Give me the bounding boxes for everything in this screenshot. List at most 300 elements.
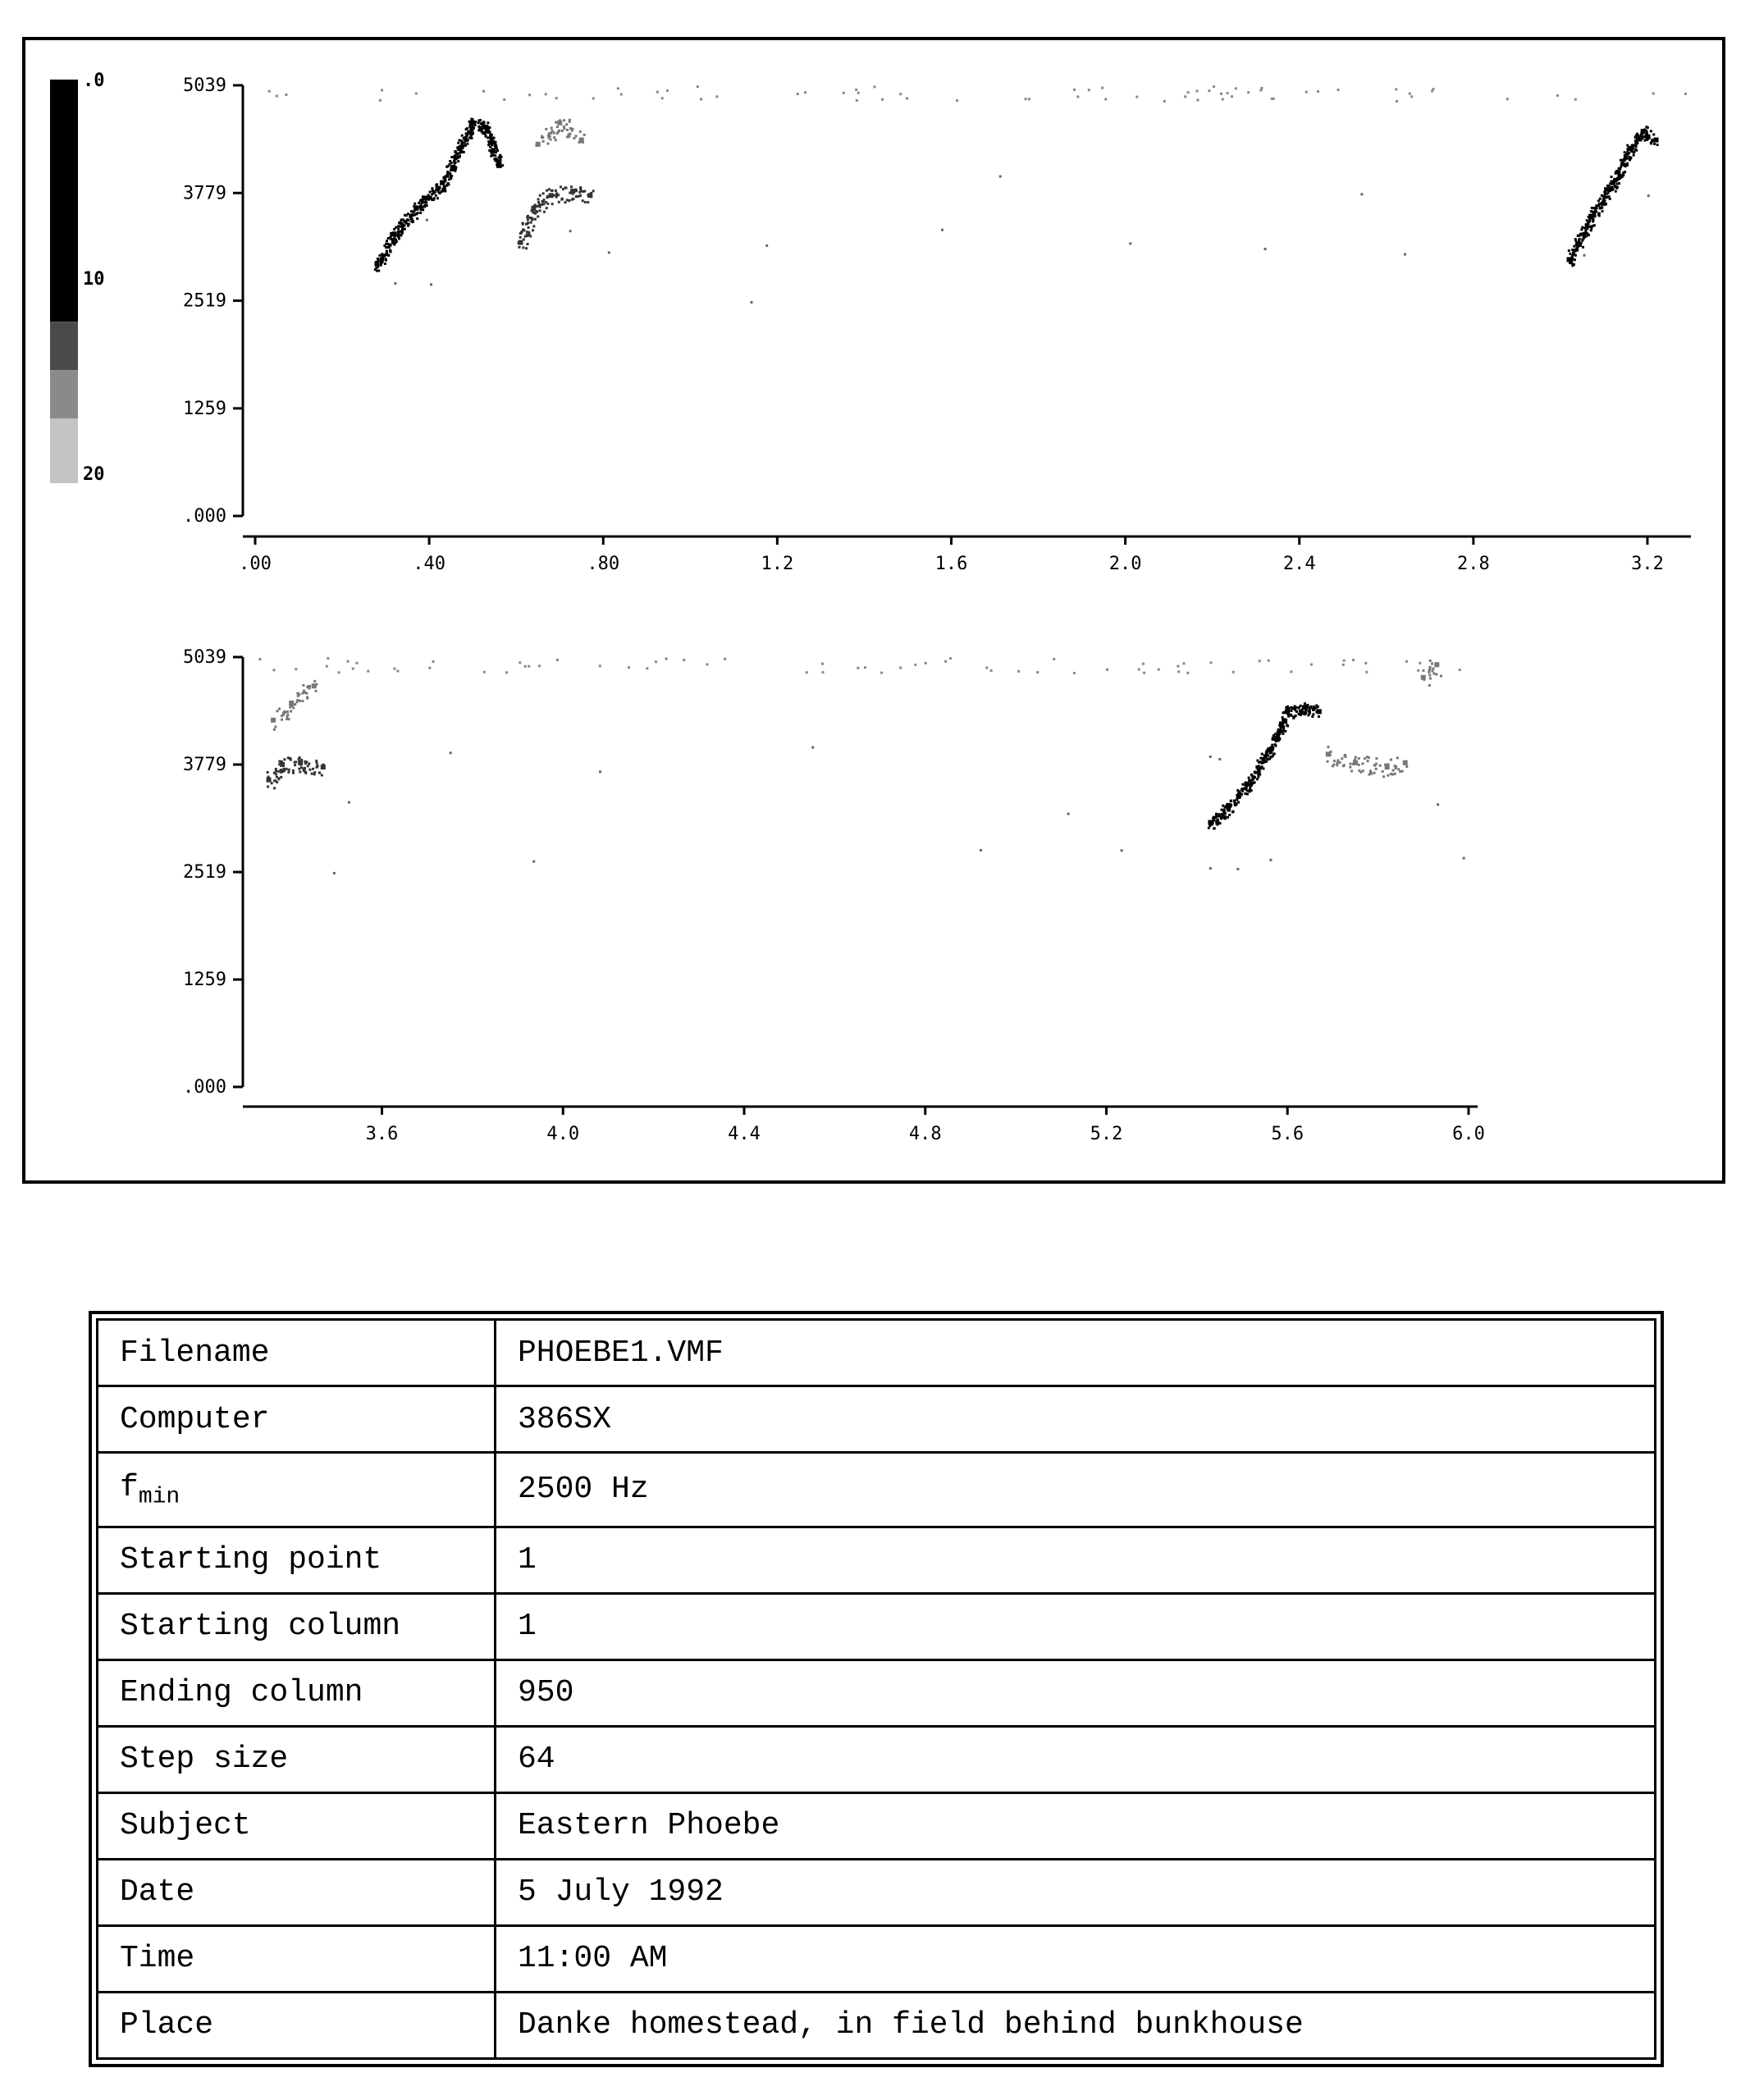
- noise-dot: [1417, 669, 1419, 672]
- trace-point: [1271, 744, 1273, 746]
- trace-point: [1250, 782, 1253, 784]
- trace-point: [1391, 774, 1394, 776]
- trace-point: [1259, 773, 1261, 775]
- trace-point: [555, 121, 557, 124]
- trace-point: [1396, 756, 1399, 759]
- trace-point: [1213, 819, 1215, 821]
- trace-point: [390, 232, 392, 235]
- trace-point: [424, 204, 427, 207]
- trace-point: [1652, 133, 1655, 135]
- trace-point: [1311, 715, 1314, 718]
- trace-point: [464, 142, 466, 144]
- trace-point: [1254, 771, 1257, 774]
- trace-point: [377, 269, 380, 272]
- trace-anchor-top-0-2: [414, 206, 418, 211]
- noise-dot: [1506, 98, 1509, 100]
- trace-point: [1615, 190, 1617, 193]
- x-tick-label-bottom-5: 5.6: [1271, 1124, 1305, 1144]
- trace-point: [1379, 765, 1382, 767]
- trace-point: [1284, 730, 1286, 733]
- trace-point: [1605, 203, 1607, 205]
- x-tick-label-top-7: 2.8: [1456, 554, 1490, 574]
- trace-point: [1336, 764, 1338, 766]
- trace-point: [414, 203, 416, 205]
- trace-point: [1370, 773, 1373, 775]
- trace-point: [1590, 229, 1592, 231]
- trace-point: [551, 127, 553, 130]
- trace-point: [494, 154, 496, 157]
- x-tick-label-bottom-1: 4.0: [546, 1124, 580, 1144]
- trace-point: [1259, 760, 1262, 763]
- noise-dot: [1076, 95, 1079, 98]
- trace-point: [551, 203, 554, 205]
- trace-point: [1233, 799, 1236, 801]
- trace-point: [315, 760, 318, 762]
- noise-dot: [326, 665, 328, 668]
- trace-point: [555, 189, 557, 192]
- trace-point: [1579, 238, 1581, 240]
- trace-point: [1359, 771, 1362, 774]
- trace-point: [532, 225, 535, 227]
- trace-point: [306, 696, 308, 698]
- trace-point: [434, 191, 436, 194]
- trace-point: [299, 700, 301, 702]
- trace-point: [286, 768, 288, 770]
- trace-point: [1599, 198, 1602, 200]
- trace-point: [1394, 765, 1396, 767]
- trace-point: [468, 130, 470, 133]
- info-row: [98, 1320, 1656, 1386]
- trace-point: [459, 139, 461, 142]
- noise-dot: [1142, 663, 1145, 665]
- noise-dot: [393, 668, 395, 670]
- x-tick-label-top-3: 1.2: [761, 554, 794, 574]
- x-tick-label-bottom-4: 5.2: [1090, 1124, 1123, 1144]
- noise-dot: [656, 91, 659, 94]
- trace-point: [1574, 238, 1577, 240]
- info-value: 2500 Hz: [496, 1453, 1656, 1527]
- trace-point: [1244, 792, 1246, 795]
- trace-point: [470, 137, 473, 139]
- noise-dot: [697, 85, 699, 88]
- noise-dot: [925, 662, 927, 664]
- noise-dot: [1437, 803, 1439, 806]
- trace-point: [280, 776, 282, 778]
- trace-point: [1633, 154, 1635, 157]
- noise-dot: [683, 659, 685, 661]
- noise-dot: [806, 671, 808, 673]
- trace-point: [1429, 677, 1432, 679]
- noise-dot: [1290, 670, 1292, 673]
- trace-point: [490, 143, 492, 145]
- trace-point: [466, 127, 468, 130]
- noise-dot: [528, 94, 531, 96]
- trace-bottom-4: [1421, 660, 1442, 687]
- trace-point: [1263, 761, 1265, 764]
- noise-dot: [822, 671, 825, 673]
- noise-dot: [949, 657, 952, 660]
- info-label-text: Date: [120, 1874, 195, 1911]
- noise-dot: [1259, 660, 1261, 662]
- trace-point: [432, 189, 434, 192]
- trace-point: [558, 130, 560, 132]
- trace-point: [398, 236, 400, 239]
- trace-point: [485, 130, 487, 133]
- trace-point: [427, 197, 430, 199]
- noise-dot: [1459, 669, 1461, 671]
- trace-point: [493, 137, 496, 139]
- trace-point: [530, 221, 532, 224]
- trace-anchor-bottom-0-1: [280, 762, 285, 767]
- noise-dot: [1264, 248, 1267, 250]
- noise-dot: [1177, 665, 1179, 668]
- trace-point: [301, 700, 304, 702]
- recording-info-table: [96, 1318, 1656, 2060]
- trace-point: [542, 140, 545, 143]
- legend-segment-3: [50, 418, 78, 483]
- trace-point: [450, 162, 453, 164]
- trace-point: [427, 194, 429, 197]
- trace-point: [549, 135, 551, 138]
- trace-point: [556, 126, 559, 128]
- trace-point: [318, 772, 321, 774]
- noise-dot: [765, 244, 768, 247]
- legend-segment-1: [50, 322, 78, 370]
- trace-point: [386, 253, 388, 256]
- trace-point: [1327, 746, 1329, 748]
- noise-dot: [1088, 89, 1090, 91]
- trace-point: [537, 201, 540, 203]
- trace-anchor-top-2-1: [557, 121, 562, 126]
- trace-point: [407, 219, 409, 221]
- trace-point: [1616, 183, 1619, 185]
- noise-dot: [599, 770, 601, 773]
- trace-point: [1265, 753, 1268, 756]
- trace-point: [455, 152, 458, 154]
- info-value: 5 July 1992: [496, 1859, 1656, 1925]
- trace-point: [568, 135, 570, 138]
- trace-point: [389, 249, 391, 252]
- noise-dot: [538, 664, 541, 667]
- noise-dot: [666, 89, 669, 92]
- noise-dot: [608, 251, 610, 253]
- trace-point: [571, 199, 573, 201]
- noise-dot: [1222, 98, 1224, 101]
- trace-point: [481, 122, 483, 125]
- info-value: 11:00 AM: [496, 1925, 1656, 1992]
- noise-dots-bottom: [258, 657, 1464, 874]
- noise-dot: [1209, 867, 1212, 870]
- trace-point: [415, 212, 418, 215]
- trace-anchor-top-0-6: [483, 125, 488, 130]
- noise-dot: [1360, 193, 1363, 195]
- noise-dot: [1213, 85, 1215, 88]
- trace-point: [302, 684, 304, 687]
- noise-dot: [1143, 672, 1145, 674]
- info-label-text: Place: [120, 2007, 214, 2043]
- trace-point: [520, 231, 523, 234]
- trace-anchor-bottom-0-3: [321, 765, 326, 769]
- trace-point: [1241, 788, 1244, 790]
- trace-point: [286, 715, 289, 718]
- info-label: [98, 1453, 496, 1527]
- trace-point: [1248, 777, 1250, 779]
- trace-point: [422, 208, 424, 211]
- trace-point: [1652, 139, 1654, 142]
- noise-dot: [1463, 857, 1465, 860]
- trace-point: [1256, 778, 1259, 780]
- noise-dot: [1209, 756, 1212, 758]
- trace-point: [488, 126, 491, 129]
- trace-point: [1633, 151, 1635, 153]
- noise-dot: [1187, 91, 1190, 94]
- info-value: 950: [496, 1659, 1656, 1726]
- noise-dot: [556, 659, 559, 661]
- trace-point: [583, 190, 586, 193]
- noise-dot: [724, 658, 726, 660]
- trace-point: [1597, 199, 1600, 202]
- noise-dot: [941, 229, 944, 231]
- noise-dot: [617, 87, 619, 89]
- trace-point: [1606, 188, 1609, 190]
- noise-dot: [1106, 669, 1108, 671]
- noise-dot: [1208, 89, 1210, 92]
- trace-point: [397, 231, 400, 233]
- noise-dot: [700, 98, 702, 100]
- trace-point: [385, 258, 387, 260]
- trace-point: [547, 143, 550, 145]
- info-value: 386SX: [496, 1386, 1656, 1453]
- noise-dot: [1337, 89, 1340, 91]
- trace-point: [1579, 234, 1582, 236]
- trace-point: [446, 171, 449, 174]
- noise-dot: [899, 667, 902, 669]
- trace-point: [453, 160, 455, 162]
- trace-point: [1432, 668, 1434, 670]
- trace-point: [393, 244, 395, 246]
- trace-top-1: [518, 185, 595, 249]
- trace-point: [541, 200, 544, 203]
- trace-point: [321, 774, 323, 776]
- trace-point: [539, 209, 541, 212]
- trace-point: [1569, 253, 1571, 255]
- trace-point: [1291, 714, 1293, 717]
- noise-dot: [1138, 669, 1140, 671]
- trace-anchor-top-3-4: [1641, 129, 1646, 134]
- trace-point: [1222, 805, 1224, 807]
- trace-point: [274, 779, 276, 782]
- trace-point: [1358, 757, 1360, 760]
- trace-point: [1282, 720, 1284, 723]
- noise-dot: [450, 751, 452, 754]
- noise-dot: [655, 660, 657, 663]
- trace-point: [1208, 827, 1210, 829]
- trace-point: [1250, 774, 1253, 776]
- trace-point: [1568, 249, 1570, 252]
- noise-dot: [426, 219, 428, 221]
- trace-point: [583, 134, 586, 136]
- trace-point: [1432, 673, 1435, 675]
- x-tick-label-top-4: 1.6: [934, 554, 968, 574]
- trace-point: [1431, 663, 1433, 665]
- noise-dot: [1210, 661, 1213, 664]
- trace-point: [1390, 759, 1392, 761]
- trace-point: [1297, 707, 1300, 710]
- trace-point: [463, 151, 465, 153]
- trace-point: [541, 135, 543, 138]
- trace-point: [1382, 770, 1384, 773]
- trace-point: [386, 251, 388, 253]
- trace-point: [1375, 757, 1378, 760]
- trace-point: [445, 166, 448, 168]
- trace-point: [407, 223, 409, 226]
- trace-point: [287, 771, 290, 774]
- y-tick-label-top-2: 2519: [183, 290, 226, 312]
- noise-dot: [857, 667, 859, 669]
- trace-point: [1619, 167, 1621, 170]
- info-row: [98, 1859, 1656, 1925]
- trace-point: [412, 214, 414, 217]
- trace-anchor-top-3-2: [1611, 180, 1615, 185]
- trace-point: [579, 188, 582, 190]
- trace-point: [539, 206, 541, 208]
- info-value: PHOEBE1.VMF: [496, 1320, 1656, 1386]
- trace-point: [287, 718, 290, 720]
- noise-dot: [394, 282, 396, 285]
- trace-point: [1349, 766, 1351, 769]
- noise-dot: [1364, 662, 1367, 664]
- noise-dots-top: [268, 85, 1687, 304]
- info-label: [98, 1659, 496, 1726]
- trace-point: [570, 185, 573, 188]
- trace-point: [404, 220, 406, 222]
- trace-point: [295, 760, 297, 763]
- trace-point: [465, 135, 468, 138]
- trace-point: [430, 198, 432, 200]
- trace-point: [1373, 765, 1376, 767]
- noise-dot: [428, 667, 431, 669]
- trace-point: [1236, 797, 1239, 799]
- trace-point: [1618, 178, 1620, 180]
- trace-point: [548, 132, 551, 135]
- trace-point: [283, 768, 286, 770]
- trace-point: [271, 782, 273, 784]
- trace-point: [1645, 126, 1647, 128]
- y-tick-label-bottom-4: 5039: [183, 647, 226, 668]
- noise-dot: [1342, 664, 1345, 666]
- trace-point: [460, 139, 463, 142]
- trace-point: [380, 260, 382, 262]
- trace-point: [435, 194, 437, 197]
- trace-point: [1344, 754, 1346, 756]
- trace-point: [282, 714, 285, 716]
- trace-point: [1245, 787, 1248, 789]
- trace-point: [568, 199, 570, 202]
- trace-point: [569, 119, 571, 121]
- trace-point: [1218, 815, 1221, 817]
- noise-dot: [855, 89, 857, 91]
- trace-point: [1301, 709, 1304, 711]
- trace-point: [1607, 196, 1610, 199]
- legend-segment-2: [50, 370, 78, 418]
- trace-point: [558, 201, 560, 203]
- noise-dot: [503, 98, 505, 101]
- trace-point: [1355, 756, 1357, 759]
- noise-dot: [1343, 660, 1346, 662]
- trace-point: [1634, 139, 1637, 142]
- trace-point: [444, 176, 446, 178]
- trace-point: [308, 762, 310, 765]
- spectrogram-panel-bottom: [183, 647, 1485, 1144]
- trace-point: [431, 187, 433, 189]
- noise-dot: [1405, 660, 1408, 663]
- trace-point: [419, 212, 422, 214]
- trace-point: [276, 776, 278, 778]
- trace-point: [1236, 789, 1239, 792]
- trace-point: [1428, 674, 1431, 677]
- trace-point: [537, 198, 540, 200]
- trace-point: [298, 768, 300, 770]
- trace-point: [1601, 202, 1603, 204]
- trace-anchor-bottom-2-3: [1267, 747, 1272, 752]
- trace-point: [1574, 250, 1576, 253]
- trace-point: [546, 207, 548, 209]
- noise-dot: [1135, 96, 1138, 98]
- trace-point: [454, 155, 456, 158]
- trace-point: [481, 127, 483, 130]
- trace-point: [390, 244, 392, 247]
- trace-point: [393, 236, 395, 239]
- trace-point: [471, 127, 473, 130]
- trace-point: [1261, 765, 1263, 768]
- noise-dot: [750, 301, 752, 304]
- noise-dot: [258, 658, 261, 660]
- trace-point: [317, 765, 319, 767]
- info-label: [98, 1859, 496, 1925]
- trace-point: [290, 710, 292, 713]
- noise-dot: [1409, 93, 1411, 95]
- noise-dot: [1396, 100, 1398, 103]
- trace-anchor-bottom-1-2: [312, 683, 317, 688]
- trace-point: [551, 189, 554, 192]
- trace-point: [457, 142, 459, 144]
- trace-point: [313, 773, 316, 775]
- trace-point: [307, 765, 309, 767]
- noise-dot: [1235, 87, 1237, 89]
- trace-point: [1593, 224, 1596, 226]
- trace-point: [1282, 718, 1284, 720]
- trace-point: [489, 137, 491, 139]
- trace-point: [1254, 776, 1256, 778]
- trace-point: [1397, 768, 1400, 770]
- trace-anchor-bottom-2-1: [1226, 803, 1231, 808]
- trace-point: [294, 703, 296, 705]
- noise-dot: [1310, 664, 1313, 666]
- noise-dot: [1365, 671, 1368, 673]
- trace-point: [1597, 204, 1600, 207]
- trace-anchor-bottom-0-0: [267, 778, 272, 783]
- trace-anchor-top-0-0: [374, 262, 379, 267]
- trace-point: [481, 124, 483, 126]
- trace-point: [1597, 213, 1600, 216]
- trace-point: [439, 192, 441, 194]
- trace-anchor-top-3-3: [1628, 146, 1633, 151]
- trace-point: [472, 132, 474, 135]
- trace-point: [527, 221, 529, 224]
- trace-point: [1249, 787, 1251, 789]
- trace-anchor-top-3-5: [1654, 138, 1659, 143]
- noise-dot: [1305, 91, 1308, 94]
